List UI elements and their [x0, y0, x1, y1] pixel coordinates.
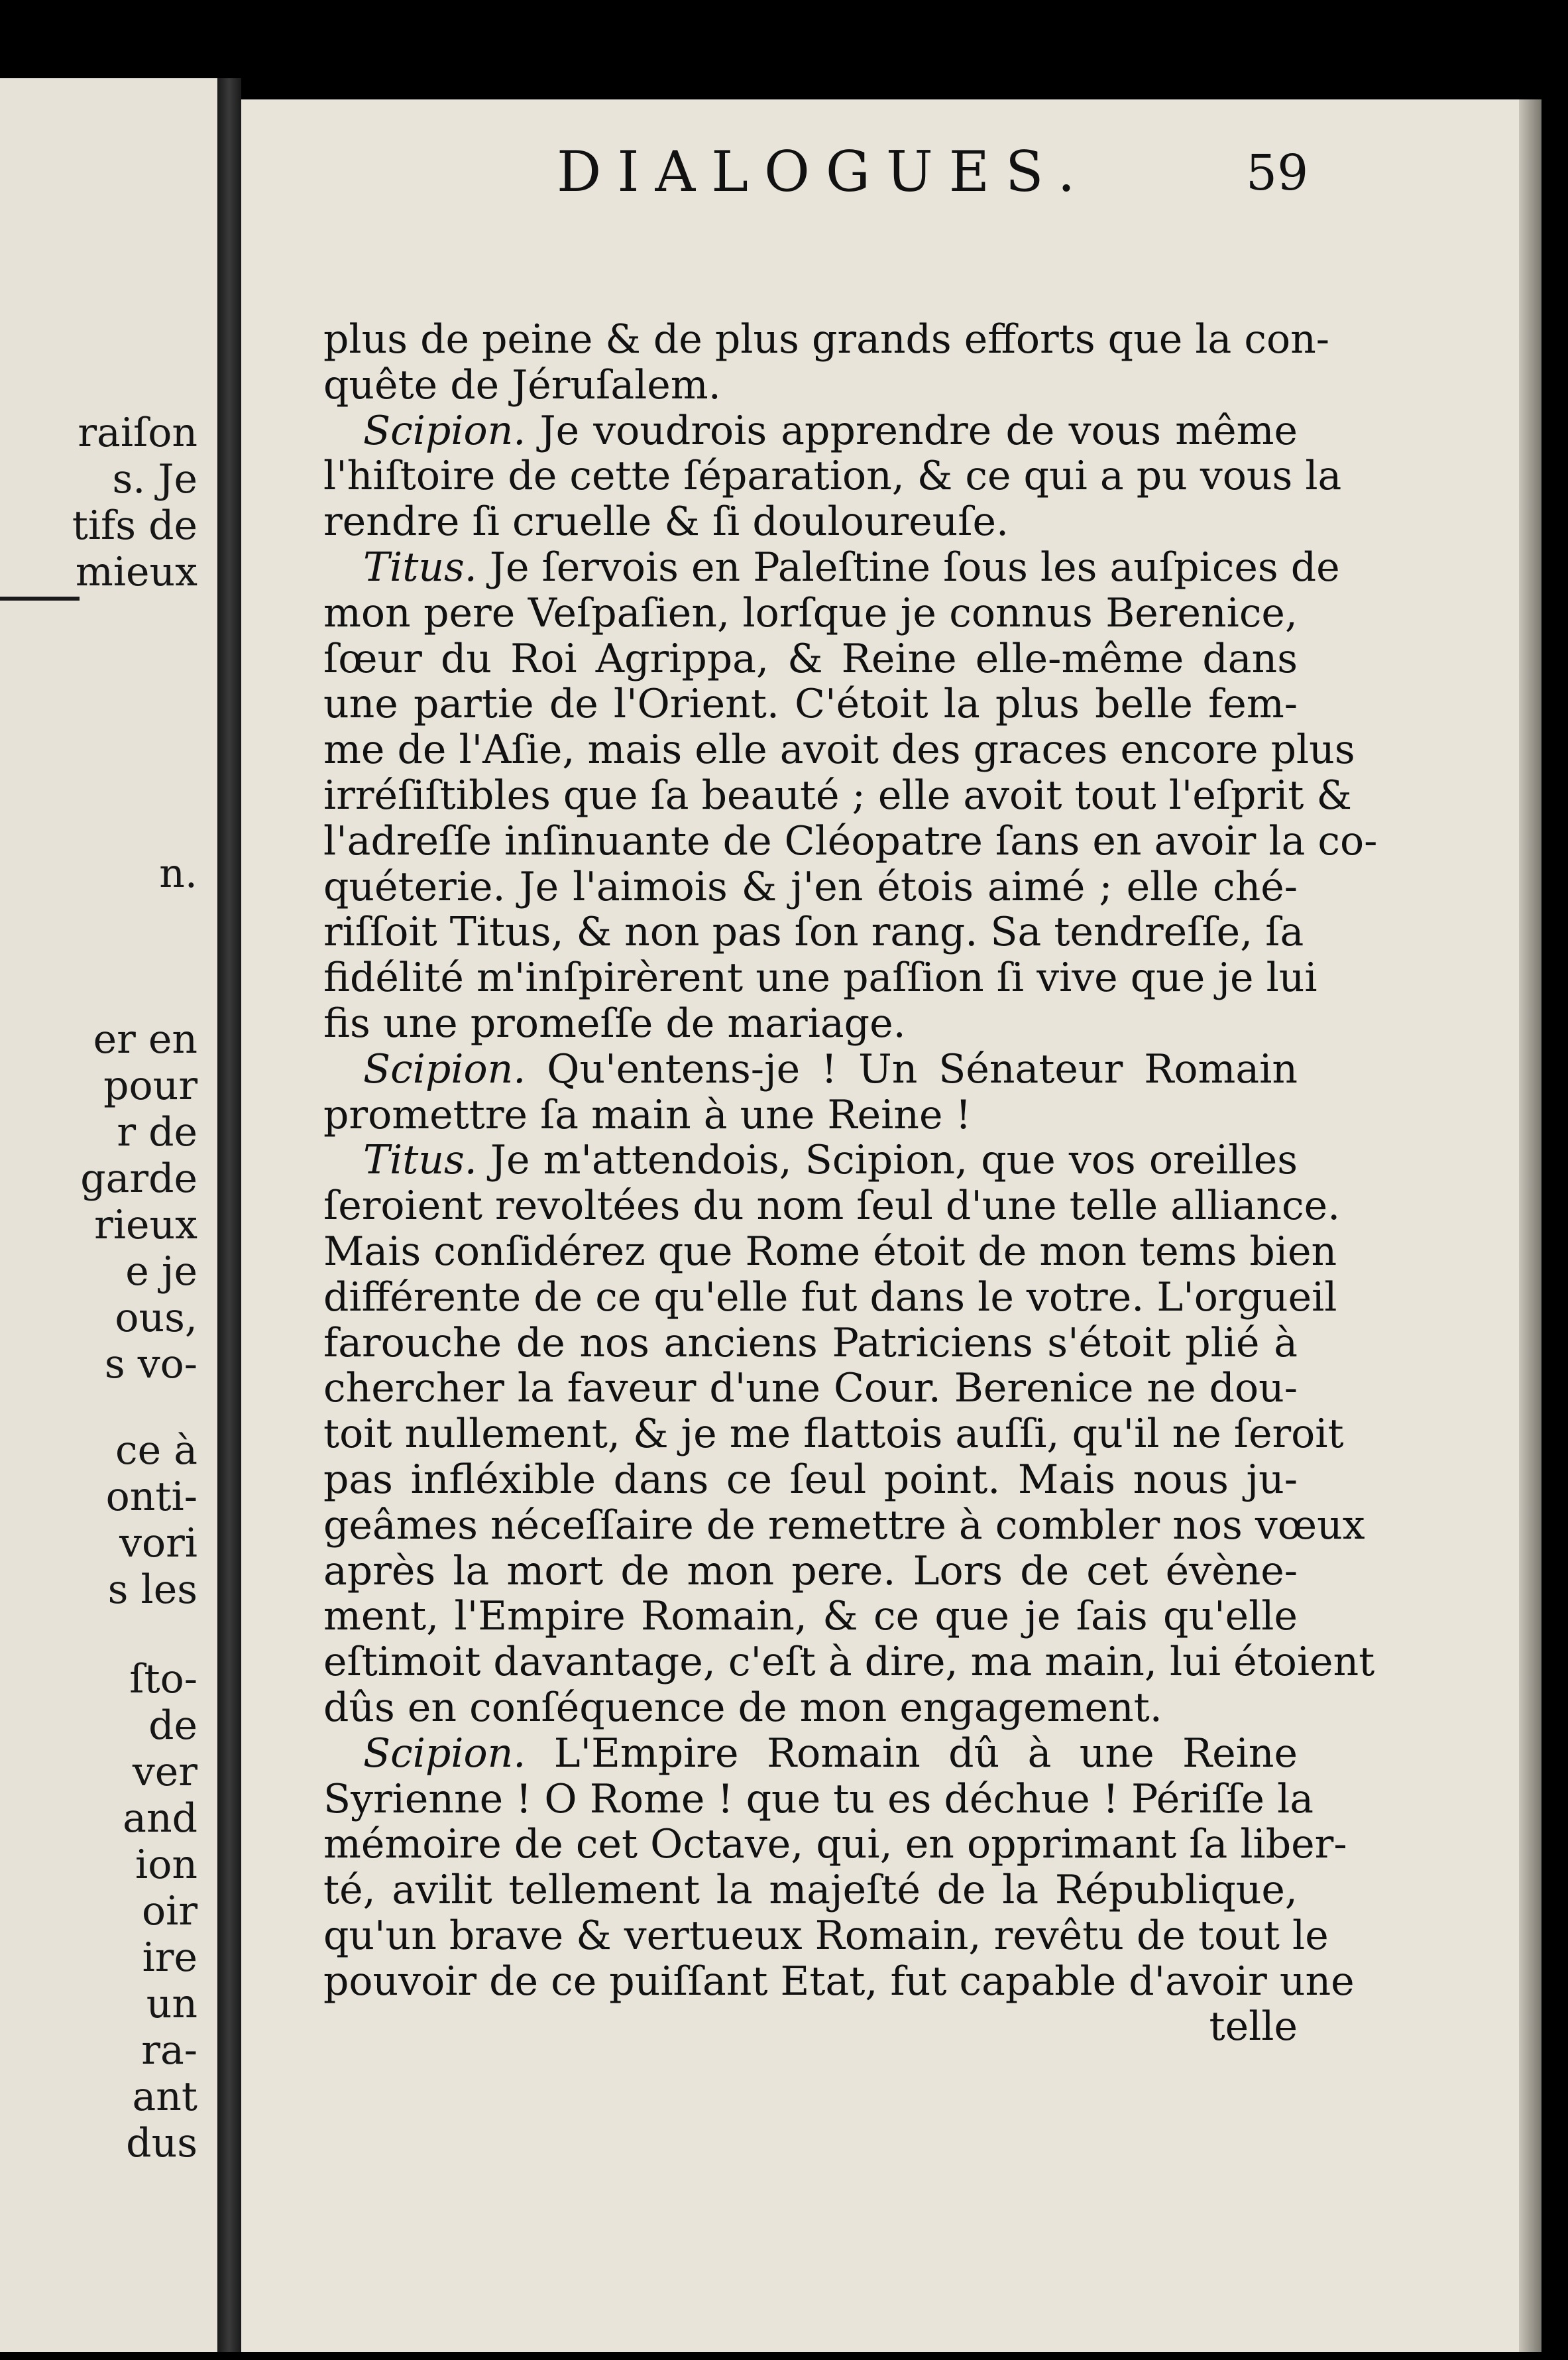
- text-line: Scipion. Qu'entens-je ! Un Sénateur Romain: [363, 1045, 1298, 1092]
- page-edge: [1519, 99, 1541, 2352]
- left-fragment-line: mieux: [75, 549, 197, 595]
- left-page-fragment: [0, 78, 217, 2352]
- left-fragment-line: e je: [125, 1248, 197, 1295]
- text-line: me de l'Aſie, mais elle avoit des graces encore plus: [323, 727, 1355, 774]
- left-fragment-line: vori: [119, 1520, 197, 1566]
- text-line: qu'un brave & vertueux Romain, revêtu de tout le: [323, 1912, 1329, 1959]
- text-line: pas infléxible dans ce ſeul point. Mais nous ju-: [323, 1456, 1298, 1503]
- left-page-rule: [0, 597, 80, 601]
- text-line: chercher la faveur d'une Cour. Berenice ne dou-: [323, 1365, 1298, 1412]
- left-fragment-line: ant: [132, 2074, 197, 2120]
- speaker-name: Scipion.: [363, 407, 526, 454]
- text-line: toit nullement, & je me flattois auſſi, qu'il ne ſeroit: [323, 1411, 1344, 1458]
- left-fragment-line: onti-: [105, 1474, 197, 1520]
- page-number: 59: [1246, 145, 1309, 202]
- left-fragment-line: ra-: [141, 2027, 197, 2074]
- left-fragment-line: oir: [142, 1888, 197, 1934]
- left-fragment-line: un: [146, 1981, 197, 2027]
- text-line: Scipion. L'Empire Romain dû à une Reine: [363, 1730, 1298, 1777]
- left-fragment-line: dus: [126, 2120, 197, 2166]
- text-line: ſeroient revoltées du nom ſeul d'une telle alliance.: [323, 1183, 1341, 1230]
- text-line: l'hiſtoire de cette ſéparation, & ce qui a pu vous la: [323, 453, 1342, 500]
- text-line: promettre ſa main à une Reine !: [323, 1091, 972, 1138]
- left-fragment-line: pour: [103, 1063, 197, 1109]
- text-line: l'adreſſe inſinuante de Cléopatre ſans en avoir la co-: [323, 817, 1378, 864]
- text-line: pouvoir de ce puiſſant Etat, fut capable d'avoir une: [323, 1958, 1355, 2005]
- text-line: mon pere Veſpaſien, lorſque je connus Berenice,: [323, 589, 1298, 636]
- left-fragment-line: garde: [80, 1155, 197, 1202]
- text-line: dûs en conſéquence de mon engagement.: [323, 1684, 1162, 1731]
- left-fragment-line: and: [123, 1795, 197, 1842]
- left-fragment-line: r de: [117, 1109, 197, 1155]
- speaker-name: Titus.: [363, 1137, 477, 1184]
- text-line: Scipion. Je voudrois apprendre de vous même: [363, 407, 1298, 454]
- left-fragment-line: de: [148, 1702, 197, 1749]
- speaker-name: Scipion.: [363, 1730, 526, 1777]
- left-fragment-line: s les: [107, 1566, 197, 1613]
- speaker-name: Titus.: [363, 544, 477, 591]
- text-line: quête de Jéruſalem.: [323, 361, 721, 408]
- text-line: fis une promeſſe de mariage.: [323, 1000, 906, 1047]
- left-fragment-line: er en: [93, 1016, 197, 1063]
- left-fragment-line: rieux: [94, 1202, 197, 1248]
- left-fragment-line: s vo-: [104, 1341, 197, 1387]
- text-line: Mais conſidérez que Rome étoit de mon tems bien: [323, 1228, 1337, 1275]
- text-line: rendre ſi cruelle & ſi douloureuſe.: [323, 499, 1009, 546]
- text-line: une partie de l'Orient. C'étoit la plus belle fem-: [323, 681, 1298, 728]
- text-line: riſſoit Titus, & non pas ſon rang. Sa tendreſſe, ſa: [323, 909, 1304, 956]
- left-fragment-line: n.: [159, 851, 197, 897]
- text-line: fidélité m'inſpirèrent une paſſion ſi vive que je lui: [323, 955, 1317, 1002]
- left-fragment-line: s. Je: [112, 456, 197, 502]
- text-line: Titus. Je m'attendois, Scipion, que vos oreilles: [363, 1137, 1298, 1184]
- left-fragment-line: ce à: [115, 1427, 197, 1474]
- left-fragment-line: ire: [142, 1934, 197, 1981]
- left-fragment-line: ver: [132, 1749, 197, 1795]
- text-line: ſœur du Roi Agrippa, & Reine elle-même dans: [323, 635, 1298, 682]
- running-head: DIALOGUES.: [557, 139, 1092, 204]
- text-line: eſtimoit davantage, c'eſt à dire, ma main, lui étoient: [323, 1639, 1375, 1686]
- text-line: mémoire de cet Octave, qui, en opprimant ſa liber-: [323, 1821, 1347, 1868]
- left-fragment-line: tifs de: [72, 502, 197, 549]
- left-fragment-line: ion: [135, 1842, 197, 1888]
- catchword: telle: [1209, 2003, 1298, 2050]
- text-line: farouche de nos anciens Patriciens s'étoit plié à: [323, 1319, 1298, 1366]
- text-line: différente de ce qu'elle fut dans le votre. L'orgueil: [323, 1273, 1337, 1321]
- text-line: quéterie. Je l'aimois & j'en étois aimé ; elle ché-: [323, 863, 1298, 910]
- text-line: ment, l'Empire Romain, & ce que je ſais qu'elle: [323, 1593, 1298, 1640]
- left-fragment-line: raiſon: [78, 410, 197, 456]
- text-line: Titus. Je ſervois en Paleſtine ſous les auſpices de: [363, 544, 1340, 591]
- text-line: Syrienne ! O Rome ! que tu es déchue ! Périſſe la: [323, 1775, 1314, 1822]
- text-line: après la mort de mon pere. Lors de cet évène-: [323, 1547, 1298, 1594]
- text-line: té, avilit tellement la majeſté de la République,: [323, 1867, 1298, 1914]
- text-line: plus de peine & de plus grands efforts que la con-: [323, 316, 1329, 363]
- text-line: geâmes néceſſaire de remettre à combler nos vœux: [323, 1502, 1365, 1549]
- text-line: irréſiſtibles que ſa beauté ; elle avoit tout l'eſprit &: [323, 772, 1352, 819]
- book-gutter: [217, 78, 241, 2352]
- dialogue-text: [323, 316, 1378, 2050]
- left-fragment-line: ous,: [115, 1295, 197, 1341]
- left-fragment-line: ſto-: [129, 1656, 197, 1702]
- speaker-name: Scipion.: [363, 1045, 526, 1092]
